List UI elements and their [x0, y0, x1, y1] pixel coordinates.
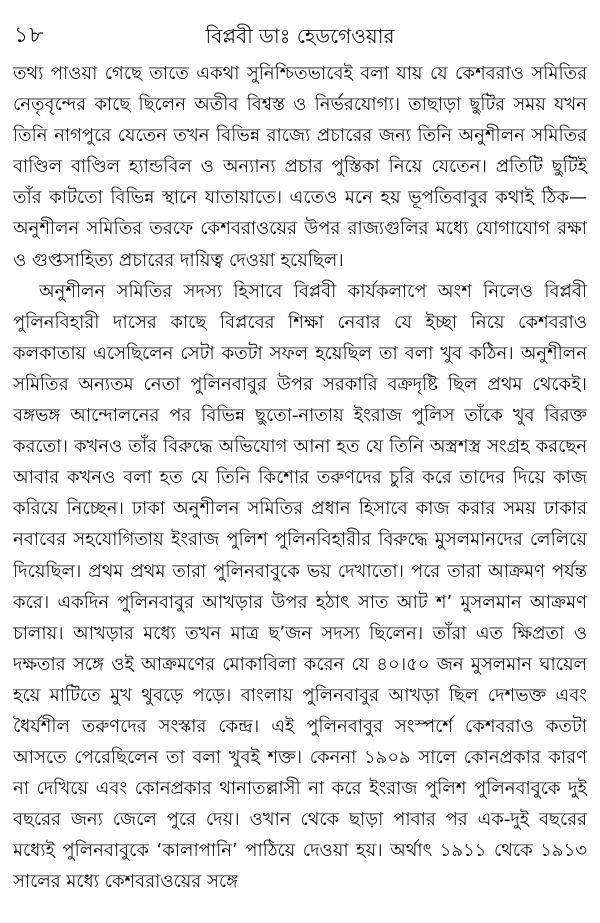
running-header [14, 22, 586, 52]
paragraph: অনুশীলন সমিতির সদস্য হিসাবে বিপ্লবী কার্যকলাপে অংশ নিলেও বিপ্লবী পুলিনবিহারী দাসের কাছে বিপ্লবের শিক্ষা নেবার যে ইচ্ছা নিয়ে কেশবরাও কলকাতায় এসেছিলেন সেটা কতটা সফল হয়েছিল তা বলা খুব কঠিন। অনুশীলন সমিতির অন্যতম নেতা পুলিনবাবুর উপর সরকারি বক্রদৃষ্টি ছিল প্রথম থেকেই। বঙ্গভঙ্গ আন্দোলনের পর বিভিন্ন ছুতো-নাতায় ইংরাজ পুলিস তাঁকে খুব বিরক্ত করতো। কখনও তাঁর বিরুদ্ধে অভিযোগ আনা হত যে তিনি অস্ত্রশস্ত্র সংগ্রহ করছেন আবার কখনও বলা হত যে তিনি কিশোর তরুণদের চুরি করে তাদের দিয়ে কাজ করিয়ে নিচ্ছেন। ঢাকা অনুশীলন সমিতির প্রধান হিসাবে কাজ করার সময় ঢাকার নবাবের সহযোগিতায় ইংরাজ পুলিশ পুলিনবিহারীর বিরুদ্ধে মুসলমানদের লেলিয়ে দিয়েছিল। প্রথম প্রথম তারা পুলিনবাবুকে ভয় দেখাতো। পরে তারা আক্রমণ পর্যন্ত করে। একদিন পুলিনবাবুর আখড়ার উপর হঠাৎ সাত আট শ’ মুসলমান আক্রমণ চালায়। আখড়ার মধ্যে তখন মাত্র ছ’জন সদস্য ছিলেন। তাঁরা এত ক্ষিপ্রতা ও দক্ষতার সঙ্গে ওই আক্রমণের মোকাবিলা করেন যে ৪০।৫০ জন মুসলমান ঘায়েল হয়ে মাটিতে মুখ থুবড়ে পড়ে। বাংলায় পুলিনবাবুর আখড়া ছিল দেশভক্ত এবং ধৈর্যশীল তরুণদের সংস্কার কেন্দ্র। এই পুলিনবাবুর সংস্পর্শে কেশবরাও কতটা আসতে পেরেছিলেন তা বলা খুবই শক্ত। কেননা ১৯০৯ সালে কোনপ্রকার কারণ না দেখিয়ে এবং কোনপ্রকার থানাতল্লাসী না করে ইংরাজ পুলিশ পুলিনবাবুকে দুই বছরের জন্য জেলে পুরে দেয়। ওখান থেকে ছাড়া পাবার পর এক-দুই বছরের মধ্যেই পুলিনবাবুকে ‘কালাপানি’ পাঠিয়ে দেওয়া হয়। অর্থাৎ ১৯১১ থেকে ১৯১৩ সালের মধ্যে কেশবরাওয়ের সঙ্গে [13, 280, 587, 893]
paragraph: তথ্য পাওয়া গেছে তাতে একথা সুনিশ্চিতভাবেই বলা যায় যে কেশবরাও সমিতির নেতৃবৃন্দের কাছে ছিলেন অতীব বিশ্বস্ত ও নির্ভরযোগ্য। তাছাড়া ছুটির সময় যখন তিনি নাগপুরে যেতেন তখন বিভিন্ন রাজ্যে প্রচারের জন্য তিনি অনুশীলন সমিতির বাণ্ডিল বাণ্ডিল হ্যান্ডবিল ও অন্যান্য প্রচার পুস্তিকা নিয়ে যেতেন। প্রতিটি ছুটিই তাঁর কাটতো বিভিন্ন স্থানে যাতায়াতে। এতেও মনে হয় ভূপতিবাবুর কথাই ঠিক—অনুশীলন সমিতির তরফে কেশবরাওয়ের উপর রাজ্যগুলির মধ্যে যোগাযোগ রক্ষা ও গুপ্তসাহিত্য প্রচারের দায়িত্ব দেওয়া হয়েছিল। [13, 63, 587, 271]
book-title: বিপ্লবী ডাঃ হেডগেওয়ার [205, 24, 395, 48]
page-number: ১৮ [14, 23, 45, 48]
body-text [13, 58, 587, 898]
